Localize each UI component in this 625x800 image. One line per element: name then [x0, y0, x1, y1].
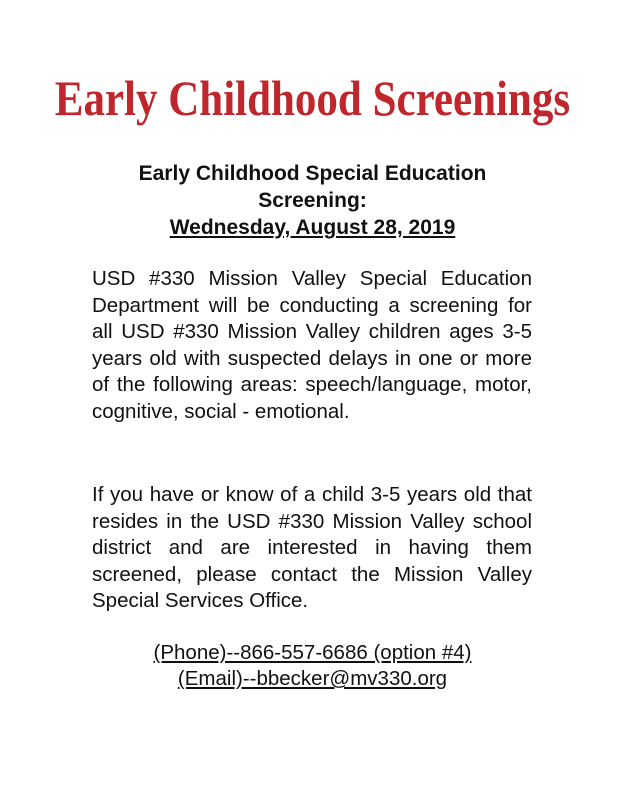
flyer-title: Early Childhood Screenings: [54, 70, 571, 126]
subheading: [0, 160, 625, 241]
screening-date: Wednesday, August 28, 2019: [169, 216, 456, 239]
contact-phone: (Phone)--866-557-6686 (option #4): [153, 641, 472, 664]
paragraph-contact-request: If you have or know of a child 3-5 years old that resides in the USD #330 Mission Valley school district and are interested in having them screened, please contact the Mission Valley Special Services Office.: [92, 483, 532, 612]
subheading-line-2: Screening:: [258, 189, 367, 212]
subheading-line-1: Early Childhood Special Education: [138, 162, 487, 185]
paragraph-screening-info: USD #330 Mission Valley Special Education Department will be conducting a screening for all USD #330 Mission Valley children ages 3-5 years old with suspected delays in one or more of the following areas: speech/language, motor, cognitive, social - emotional.: [92, 267, 532, 423]
contact-info: [0, 640, 625, 692]
contact-email: (Email)--bbecker@mv330.org: [177, 667, 448, 690]
